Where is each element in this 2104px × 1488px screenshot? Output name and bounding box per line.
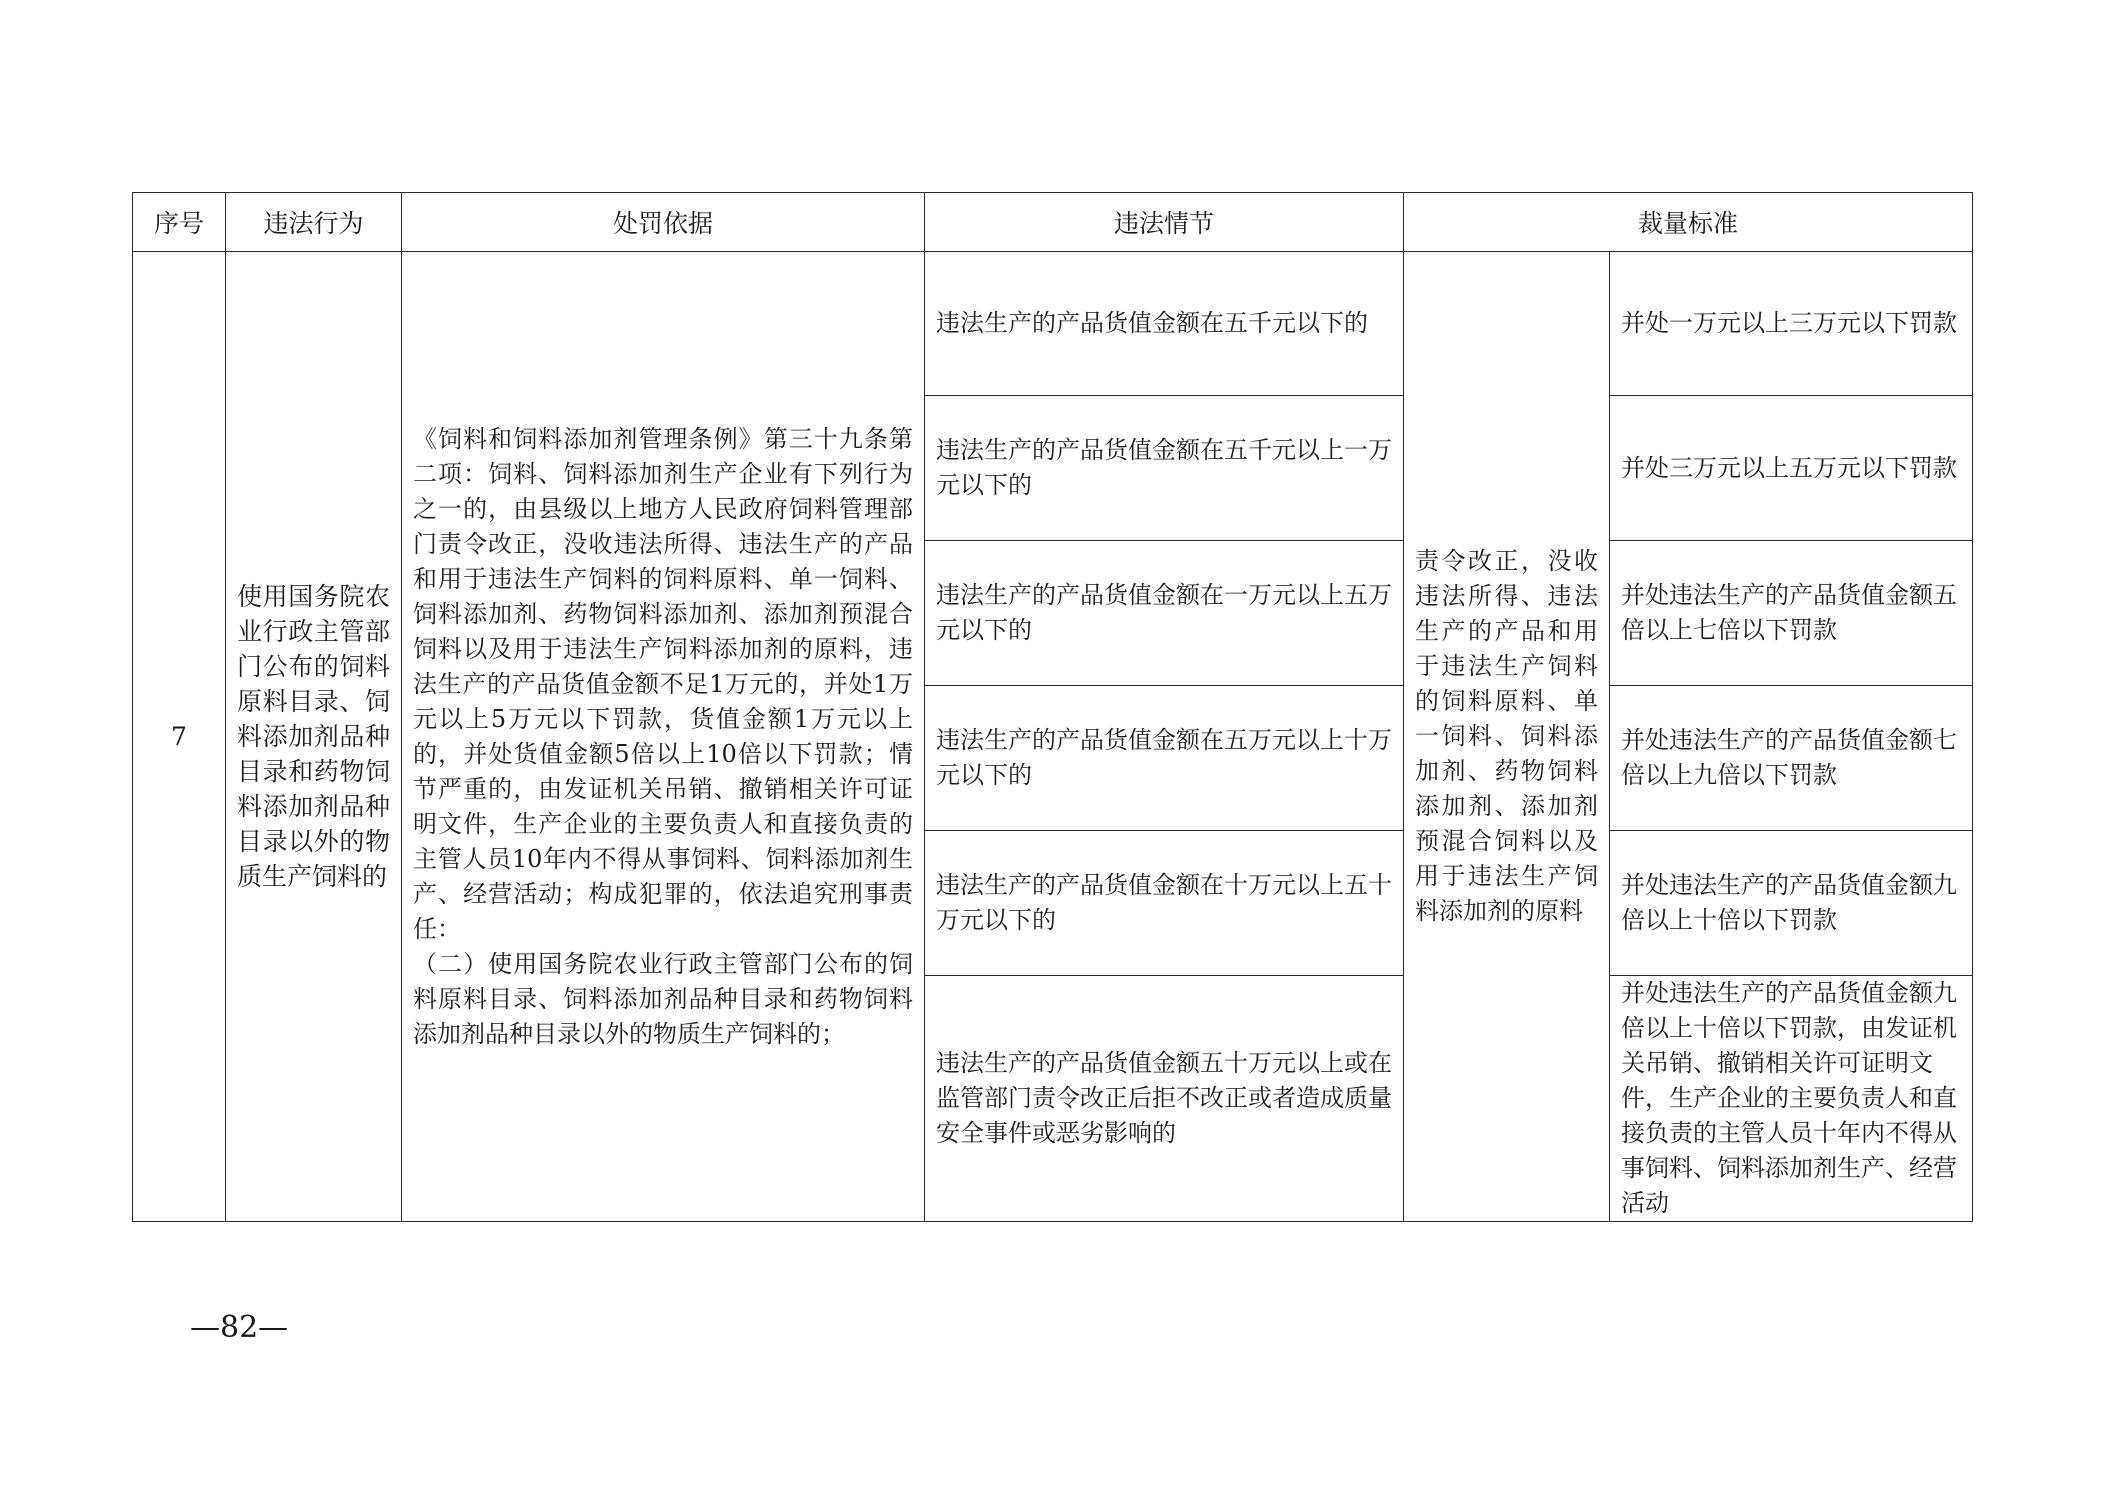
header-standard: 裁量标准 <box>1404 193 1973 252</box>
table-row <box>133 252 1973 396</box>
circumstance-4: 违法生产的产品货值金额在五万元以上十万元以下的 <box>925 686 1404 831</box>
circumstance-5: 违法生产的产品货值金额在十万元以上五十万元以下的 <box>925 831 1404 976</box>
circumstance-3: 违法生产的产品货值金额在一万元以上五万元以下的 <box>925 541 1404 686</box>
page-number: —82— <box>190 1310 289 1345</box>
serial-number: 7 <box>133 252 226 1222</box>
penalty-3: 并处违法生产的产品货值金额五倍以上七倍以下罚款 <box>1610 541 1973 686</box>
penalty-2: 并处三万元以上五万元以下罚款 <box>1610 396 1973 541</box>
header-violation: 违法行为 <box>226 193 402 252</box>
header-serial: 序号 <box>133 193 226 252</box>
circumstance-2: 违法生产的产品货值金额在五千元以上一万元以下的 <box>925 396 1404 541</box>
discretion-standard-table <box>132 192 1973 1222</box>
circumstance-1: 违法生产的产品货值金额在五千元以下的 <box>925 252 1404 396</box>
penalty-basis <box>402 252 925 1222</box>
header-circumstance: 违法情节 <box>925 193 1404 252</box>
circumstance-6: 违法生产的产品货值金额五十万元以上或在监管部门责令改正后拒不改正或者造成质量安全事件或恶劣影响的 <box>925 976 1404 1222</box>
penalty-6: 并处违法生产的产品货值金额九倍以上十倍以下罚款，由发证机关吊销、撤销相关许可证明文件，生产企业的主要负责人和直接负责的主管人员十年内不得从事饲料、饲料添加剂生产、经营活动 <box>1610 976 1973 1222</box>
penalty-basis-main: 《饲料和饲料添加剂管理条例》第三十九条第二项：饲料、饲料添加剂生产企业有下列行为之一的，由县级以上地方人民政府饲料管理部门责令改正，没收违法所得、违法生产的产品和用于违法生产饲料的饲料原料、单一饲料、饲料添加剂、药物饲料添加剂、添加剂预混合饲料以及用于违法生产饲料添加剂的原料，违法生产的产品货值金额不足1万元的，并处1万元以上5万元以下罚款，货值金额1万元以上的，并处货值金额5倍以上10倍以下罚款；情节严重的，由发证机关吊销、撤销相关许可证明文件，生产企业的主要负责人和直接负责的主管人员10年内不得从事饲料、饲料添加剂生产、经营活动；构成犯罪的，依法追究刑事责任： <box>413 424 913 943</box>
penalty-1: 并处一万元以上三万元以下罚款 <box>1610 252 1973 396</box>
penalty-basis-item: （二）使用国务院农业行政主管部门公布的饲料原料目录、饲料添加剂品种目录和药物饲料添加剂品种目录以外的物质生产饲料的； <box>413 949 913 1048</box>
penalty-5: 并处违法生产的产品货值金额九倍以上十倍以下罚款 <box>1610 831 1973 976</box>
common-standard: 责令改正，没收违法所得、违法生产的产品和用于违法生产饲料的饲料原料、单一饲料、饲料添加剂、药物饲料添加剂、添加剂预混合饲料以及用于违法生产饲料添加剂的原料 <box>1404 252 1610 1222</box>
header-basis: 处罚依据 <box>402 193 925 252</box>
violation-text: 使用国务院农业行政主管部门公布的饲料原料目录、饲料添加剂品种目录和药物饲料添加剂品种目录以外的物质生产饲料的 <box>226 252 402 1222</box>
penalty-4: 并处违法生产的产品货值金额七倍以上九倍以下罚款 <box>1610 686 1973 831</box>
table-header-row <box>133 193 1973 252</box>
